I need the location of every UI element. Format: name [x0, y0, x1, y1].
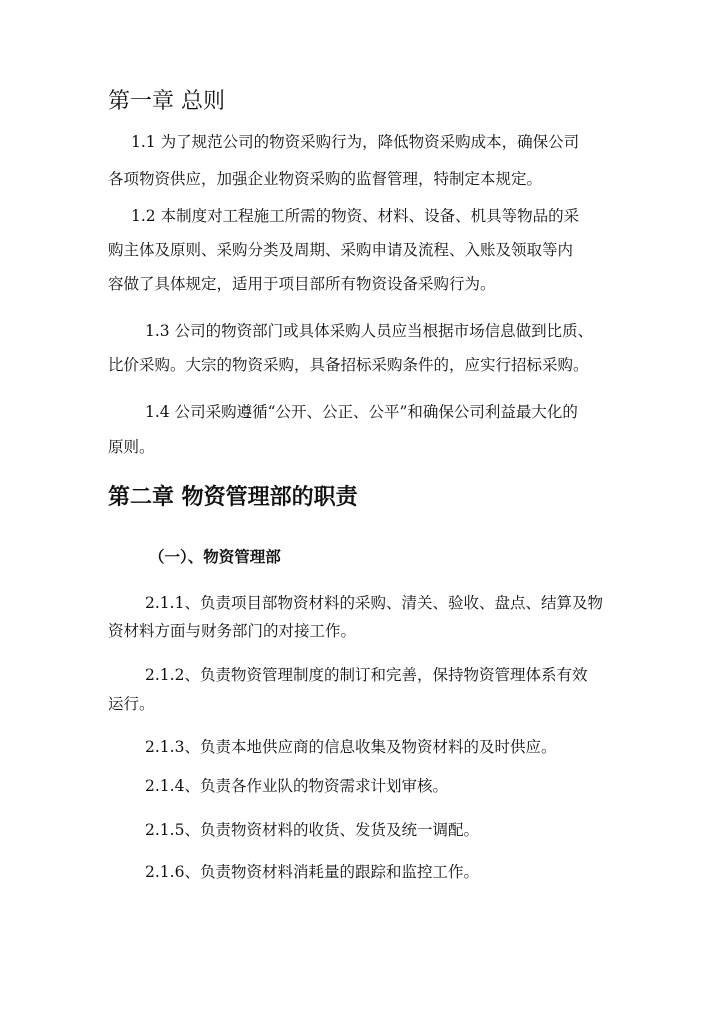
chapter-2-title: 第二章 物资管理部的职责: [108, 485, 358, 510]
item-2-1-1-line-1: 2.1.1、负责项目部物资材料的采购、清关、验收、盘点、结算及物: [145, 594, 603, 612]
item-2-1-5: 2.1.5、负责物资材料的收货、发货及统一调配。: [145, 821, 479, 839]
chapter-1-title: 第一章 总则: [108, 89, 225, 114]
paragraph-1-3-line-2: 比价采购。大宗的物资采购，具备招标采购条件的，应实行招标采购。: [108, 356, 589, 374]
item-2-1-6: 2.1.6、负责物资材料消耗量的跟踪和监控工作。: [145, 863, 479, 881]
section-heading: （一）、物资管理部: [149, 547, 281, 566]
paragraph-1-1-line-1: 1.1 为了规范公司的物资采购行为，降低物资采购成本，确保公司: [131, 133, 580, 151]
item-2-1-4: 2.1.4、负责各作业队的物资需求计划审核。: [145, 777, 448, 795]
item-2-1-3: 2.1.3、负责本地供应商的信息收集及物资材料的及时供应。: [145, 738, 557, 756]
paragraph-1-2-line-1: 1.2 本制度对工程施工所需的物资、材料、设备、机具等物品的采: [131, 207, 580, 225]
paragraph-1-4-line-2: 原则。: [108, 438, 155, 456]
item-2-1-2-line-2: 运行。: [108, 695, 155, 713]
paragraph-1-1-line-2: 各项物资供应，加强企业物资采购的监督管理，特制定本规定。: [108, 170, 543, 188]
paragraph-1-3-line-1: 1.3 公司的物资部门或具体采购人员应当根据市场信息做到比质、: [145, 322, 594, 340]
paragraph-1-2-line-2: 购主体及原则、采购分类及周期、采购申请及流程、入账及领取等内: [108, 241, 574, 259]
item-2-1-2-line-1: 2.1.2、负责物资管理制度的制订和完善，保持物资管理体系有效: [145, 666, 588, 684]
item-2-1-1-line-2: 资材料方面与财务部门的对接工作。: [108, 622, 357, 640]
paragraph-1-2-line-3: 容做了具体规定，适用于项目部所有物资设备采购行为。: [108, 275, 496, 293]
paragraph-1-4-line-1: 1.4 公司采购遵循“公开、公正、公平”和确保公司利益最大化的: [145, 403, 578, 421]
